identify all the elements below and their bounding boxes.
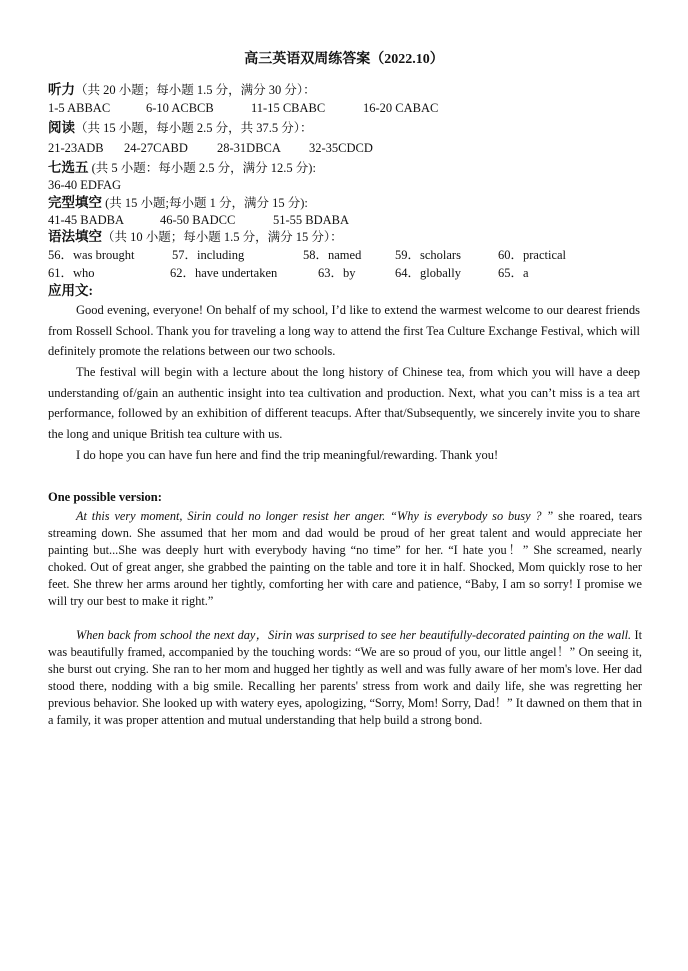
grammar-answer: 61．who [48, 266, 95, 280]
continuation-heading: One possible version: [48, 490, 162, 504]
writing-paragraph: Good evening, everyone! On behalf of my school, I’d like to extend the warmest welcome to our dearest friends from Rossell School. Thank you for traveling a long way to attend the first Tea Culture Exchange Festival, which will definitely promote the relations between our two schools. [48, 303, 640, 359]
continuation-body: she roared, tears streaming down. She assumed that her mom and dad would be proud of her great talent and would appreciate her painting but...She was deeply hurt with everybody having “no time” for her. “I hate you！” She screamed, nearly choked. Out of great anger, she grabbed the painting on the table and tore it in half. Shocked, Mom quickly rose to her feet. She threw her arms around her tightly, comforting her with care and patience, “Baby, I am so sorry! I promise we will try our best to make it right.” [48, 509, 642, 608]
seven-five-note: (共 5 小题：每小题 2.5 分，满分 12.5 分): [88, 161, 316, 175]
listening-header [48, 82, 316, 98]
grammar-header [48, 229, 343, 245]
reading-header [48, 120, 313, 136]
cloze-heading: 完型填空 [48, 195, 102, 210]
cloze-answer: 41-45 BADBA [48, 213, 125, 227]
writing-heading: 应用文: [48, 283, 93, 298]
writing-paragraph: The festival will begin with a lecture about the long history of Chinese tea, from which you will have a deep understanding of/gain an authentic insight into tea cultivation and production. Next, what you can’t miss is a tea art performance, followed by an exhibition of different teacups. After that/Subsequently, we sincerely invite you to share the long and unique British tea culture with us. [48, 365, 640, 442]
continuation-header [48, 489, 162, 505]
page-title: 高三英语双周练答案（2022.10） [244, 52, 444, 67]
listening-answer: 1-5 ABBAC [48, 101, 111, 115]
continuation-paragraph [48, 508, 642, 609]
grammar-answer: 65．a [498, 266, 529, 280]
reading-note: （共 15 小题，每小题 2.5 分，共 37.5 分）： [75, 121, 313, 135]
grammar-heading: 语法填空 [48, 229, 102, 244]
reading-heading: 阅读 [48, 120, 75, 135]
reading-answer: 24-27CABD [124, 141, 188, 155]
seven-five-header [48, 160, 316, 176]
listening-answer: 16-20 CABAC [363, 101, 439, 115]
cloze-header [48, 195, 308, 211]
grammar-answer: 62．have undertaken [170, 266, 278, 280]
continuation-body: It was beautifully framed, accompanied by the touching words: “We are so proud of you, our little angel！” On seeing it, she burst out crying. She ran to her mom and hugged her tightly as well and was fully aware of her mom's love. Her dad stood there, nodding with a big smile. Recalling her parents' stress from work and daily life, she was regretting her previous behavior. She looked up with watery eyes, apologizing, “Sorry, Mom! Sorry, Dad！” It dawned on them that in a family, it was proper attention and mutual understanding that help build a strong bond. [48, 628, 642, 727]
listening-answer: 11-15 CBABC [251, 101, 326, 115]
listening-heading: 听力 [48, 82, 75, 97]
continuation-paragraph [48, 627, 642, 728]
cloze-answer: 46-50 BADCC [160, 213, 236, 227]
reading-answer: 28-31DBCA [217, 141, 281, 155]
seven-five-heading: 七选五 [48, 160, 89, 175]
reading-answer: 32-35CDCD [309, 141, 373, 155]
grammar-answer: 64．globally [395, 266, 461, 280]
writing-header [48, 283, 93, 299]
grammar-answer: 60．practical [498, 248, 567, 262]
grammar-answer: 59．scholars [395, 248, 461, 262]
grammar-answer: 58．named [303, 248, 362, 262]
continuation-opening-sentence: When back from school the next day，Sirin was surprised to see her beautifully-decorated painting on the wall. [76, 628, 632, 642]
grammar-answer: 63．by [318, 266, 356, 280]
reading-answer: 21-23ADB [48, 141, 104, 155]
listening-note: （共 20 小题；每小题 1.5 分，满分 30 分）： [75, 83, 316, 97]
grammar-note: （共 10 小题；每小题 1.5 分，满分 15 分）： [102, 230, 343, 244]
writing-paragraph: I do hope you can have fun here and find the trip meaningful/rewarding. Thank you! [76, 448, 499, 462]
continuation-opening-sentence: At this very moment, Sirin could no longer resist her anger. “Why is everybody so busy ? ” [76, 509, 554, 523]
grammar-answer: 56．was brought [48, 248, 135, 262]
cloze-answer: 51-55 BDABA [273, 213, 350, 227]
listening-answer: 6-10 ACBCB [146, 101, 214, 115]
seven-five-answer: 36-40 EDFAG [48, 178, 122, 192]
cloze-note: (共 15 小题;每小题 1 分，满分 15 分): [102, 196, 308, 210]
grammar-answer: 57．including [172, 248, 245, 262]
